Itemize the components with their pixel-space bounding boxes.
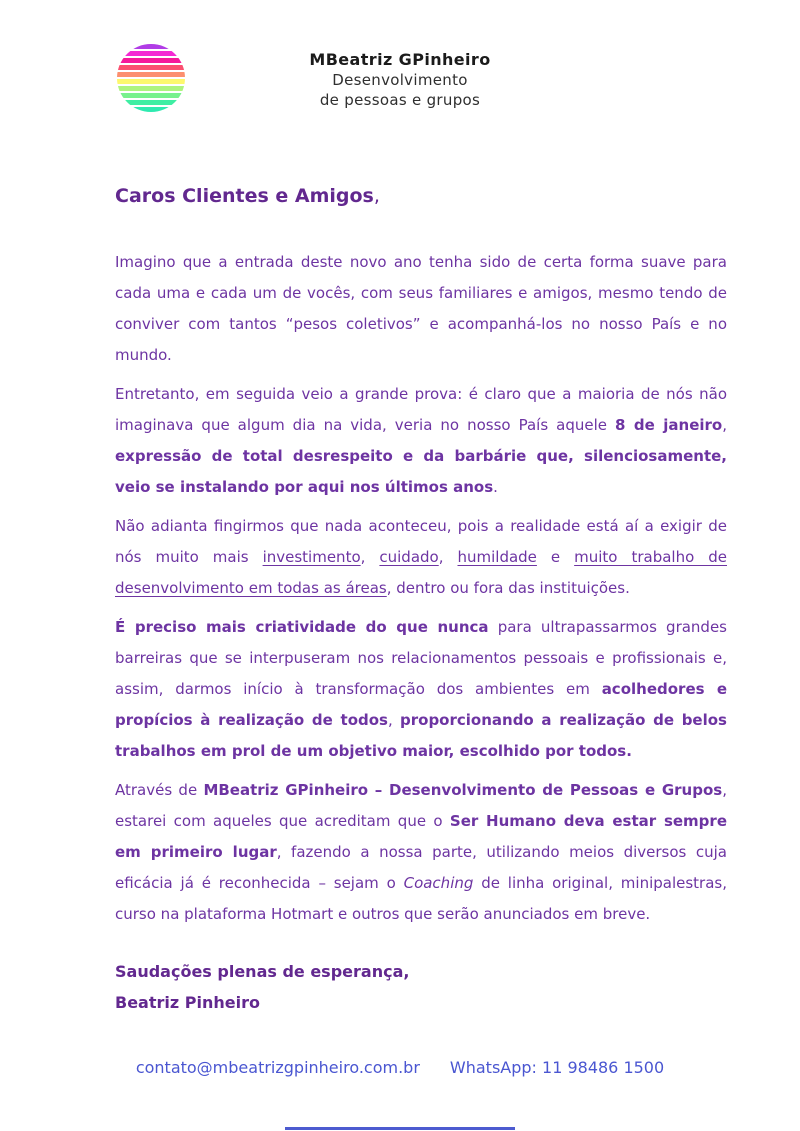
text-run: acolhedores e propícios à realização de todos: [115, 680, 727, 729]
text-run: 8 de janeiro: [615, 416, 723, 434]
brand-block: [0, 50, 800, 110]
text-run: , estarei com aqueles que acreditam que o: [115, 781, 727, 830]
text-run: MBeatriz GPinheiro – Desenvolvimento de Pessoas e Grupos: [203, 781, 723, 799]
brand-tagline-line1: Desenvolvimento: [332, 71, 468, 89]
contact-footer: [0, 1057, 800, 1079]
text-run: expressão de total desrespeito e da barbárie que, silenciosamente, veio se instalando por aqui nos últimos anos: [115, 447, 727, 496]
brand-tagline-line2: de pessoas e grupos: [319, 91, 481, 109]
text-run: para ultrapassarmos grandes barreiras que se interpuseram nos relacionamentos pessoais e profissionais e, assim, darmos início à transformação dos ambientes em: [115, 618, 727, 698]
text-run: de linha original, minipalestras, curso na plataforma Hotmart e outros que serão anunciados em breve.: [115, 874, 727, 923]
text-run: investimento: [262, 548, 361, 566]
paragraph: [115, 247, 727, 371]
closing-line-1: Saudações plenas de esperança,: [115, 962, 410, 981]
text-run: ,: [438, 548, 458, 566]
whatsapp-contact[interactable]: WhatsApp: 11 98486 1500: [449, 1058, 665, 1077]
text-run: humildade: [457, 548, 537, 566]
paragraph: [115, 379, 727, 503]
salutation-text: Caros Clientes e Amigos: [115, 185, 374, 207]
salutation-comma: ,: [373, 185, 380, 207]
paragraph: [115, 775, 727, 930]
text-run: É preciso mais criatividade do que nunca: [115, 618, 489, 636]
text-run: ,: [360, 548, 380, 566]
text-run: cuidado: [379, 548, 439, 566]
email-link[interactable]: contato@mbeatrizgpinheiro.com.br: [135, 1058, 420, 1077]
text-run: ,: [387, 711, 400, 729]
text-run: Coaching: [403, 874, 474, 892]
paragraphs-container: [115, 247, 727, 930]
brand-name: MBeatriz GPinheiro: [309, 50, 491, 69]
text-run: Ser Humano deva estar sempre em primeiro lugar: [115, 812, 727, 861]
text-run: Através de: [115, 781, 204, 799]
letter-body: [115, 184, 727, 1018]
logo-stripe: [117, 44, 185, 49]
closing-line-2: Beatriz Pinheiro: [115, 993, 260, 1012]
text-run: , dentro ou fora das instituições.: [386, 579, 630, 597]
text-run: proporcionando a realização de belos trabalhos em prol de um objetivo maior, escolhido por todos.: [115, 711, 727, 760]
text-run: , fazendo a nossa parte, utilizando meios diversos cuja eficácia já é reconhecida – sejam o: [115, 843, 727, 892]
text-run: Imagino que a entrada deste novo ano tenha sido de certa forma suave para cada uma e cada um de vocês, com seus familiares e amigos, mesmo tendo de conviver com tantos “pesos coletivos” e acompanhá-los no nosso País e no mundo.: [115, 253, 727, 364]
paragraph: [115, 511, 727, 604]
text-run: ,: [722, 416, 727, 434]
salutation: [115, 184, 727, 208]
text-run: Entretanto, em seguida veio a grande prova: é claro que a maioria de nós não imaginava que algum dia na vida, veria no nosso País aquele: [115, 385, 727, 434]
text-run: Não adianta fingirmos que nada aconteceu, pois a realidade está aí a exigir de nós muito mais: [115, 517, 727, 566]
text-run: e: [536, 548, 575, 566]
paragraph: [115, 612, 727, 767]
text-run: .: [493, 478, 498, 496]
next-page-edge: [285, 1127, 515, 1130]
text-run: muito trabalho de desenvolvimento em todas as áreas: [115, 548, 727, 597]
